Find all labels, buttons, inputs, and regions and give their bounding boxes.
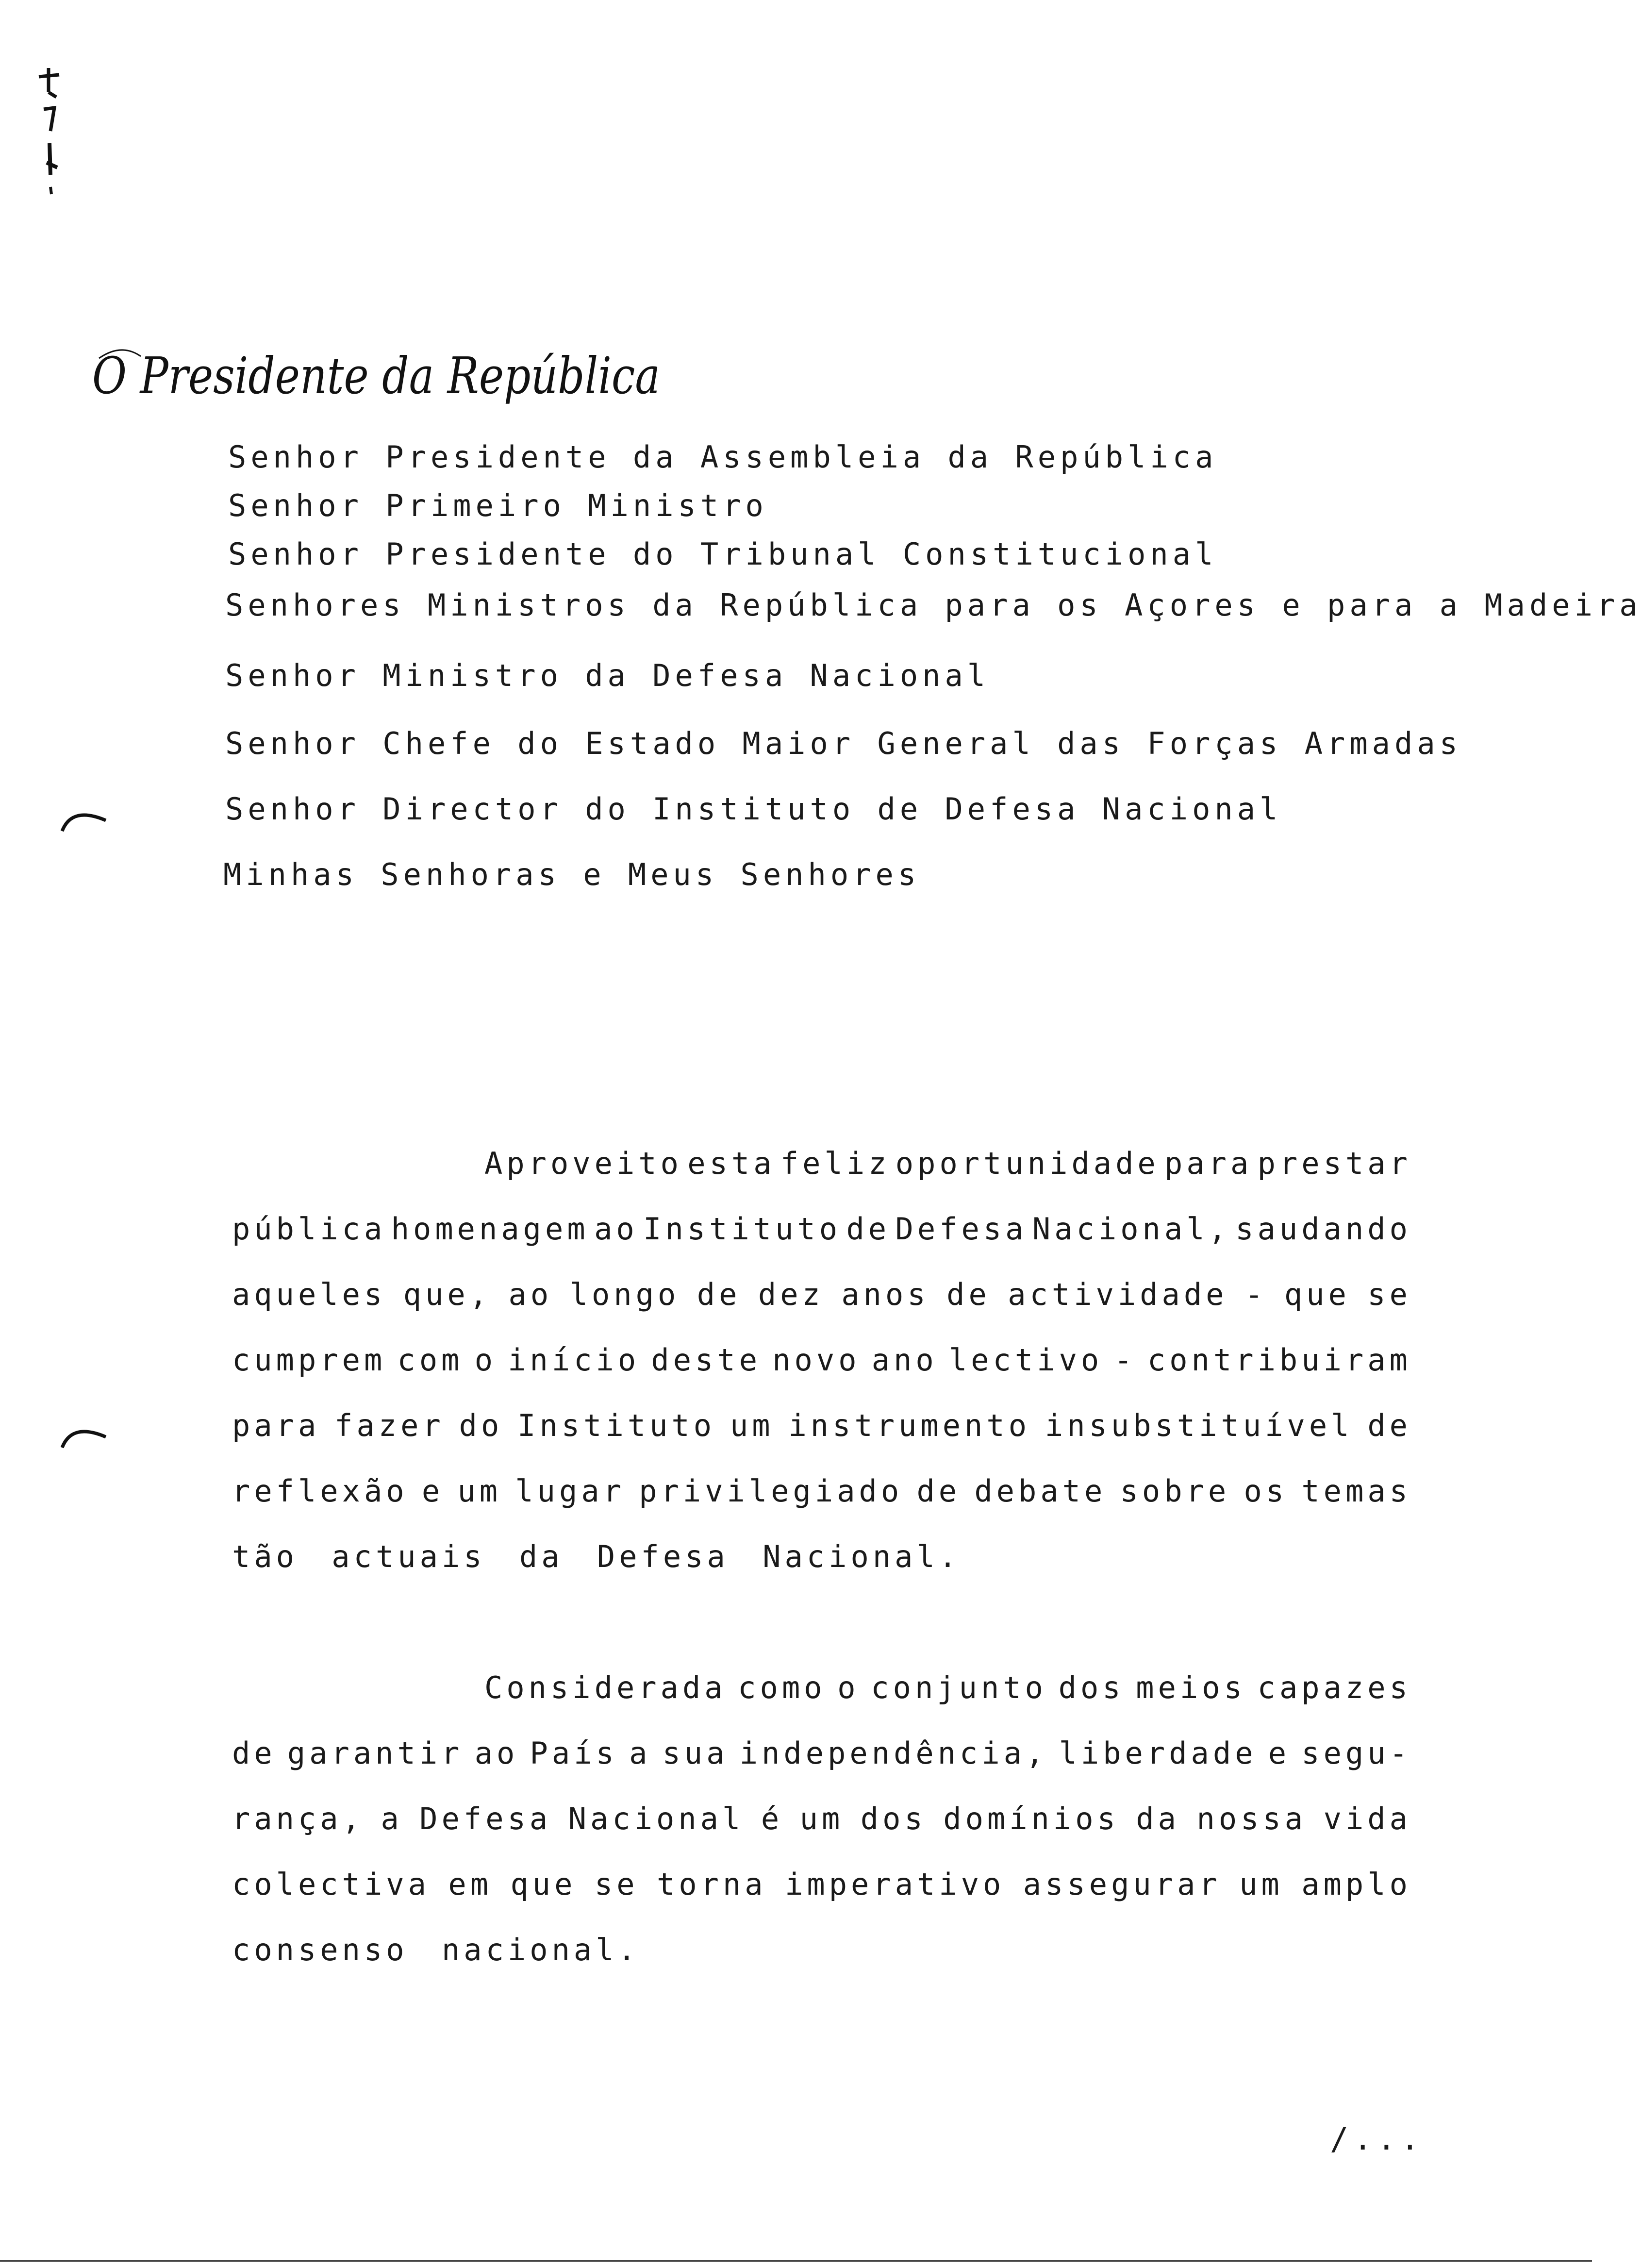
paragraph-line: para fazer do Instituto um instrumento insubstituível de xyxy=(232,1408,1411,1443)
salutation-line: Senhor Presidente do Tribunal Constitucional xyxy=(228,536,1218,572)
salutation-line: Senhor Ministro da Defesa Nacional xyxy=(225,658,990,693)
paragraph-line: colectiva em que se torna imperativo assegurar um amplo xyxy=(232,1867,1411,1902)
paragraph-line: de garantir ao País a sua independência, liberdade e segu- xyxy=(232,1735,1411,1771)
paragraph-line: cumprem com o início deste novo ano lectivo - contribuiram xyxy=(232,1342,1411,1378)
paragraph-line: rança, a Defesa Nacional é um dos domínios da nossa vida xyxy=(232,1801,1411,1836)
paragraph-line: consenso nacional. xyxy=(232,1932,640,1968)
salutation-line: Senhor Primeiro Ministro xyxy=(228,488,768,523)
paragraph-line: pública homenagem ao Instituto de Defesa Nacional, saudando xyxy=(232,1211,1411,1247)
punch-hole-mark xyxy=(57,801,111,835)
paragraph-line: tão actuais da Defesa Nacional. xyxy=(232,1539,961,1574)
punch-hole-mark xyxy=(57,1418,111,1451)
svg-text:O Presidente da República: O Presidente da República xyxy=(92,346,660,405)
letterhead-script-logo xyxy=(92,340,675,422)
salutation-line: Minhas Senhoras e Meus Senhores xyxy=(223,857,921,892)
continuation-marker: /... xyxy=(1330,2121,1425,2157)
salutation-line: Senhores Ministros da República para os Açores e para a Madeira xyxy=(225,587,1642,623)
handwritten-margin-mark xyxy=(29,63,73,199)
paragraph-line: reflexão e um lugar privilegiado de debate sobre os temas xyxy=(232,1473,1411,1509)
paragraph-line: Considerada como o conjunto dos meios capazes xyxy=(484,1670,1411,1705)
paragraph-line: Aproveito esta feliz oportunidade para prestar xyxy=(484,1146,1411,1181)
paragraph-line: aqueles que, ao longo de dez anos de actividade - que se xyxy=(232,1277,1411,1312)
salutation-line: Senhor Chefe do Estado Maior General das Forças Armadas xyxy=(225,726,1462,761)
salutation-line: Senhor Director do Instituto de Defesa Nacional xyxy=(225,791,1282,827)
page-edge-rule xyxy=(0,2260,1592,2262)
salutation-line: Senhor Presidente da Assembleia da República xyxy=(228,439,1218,475)
